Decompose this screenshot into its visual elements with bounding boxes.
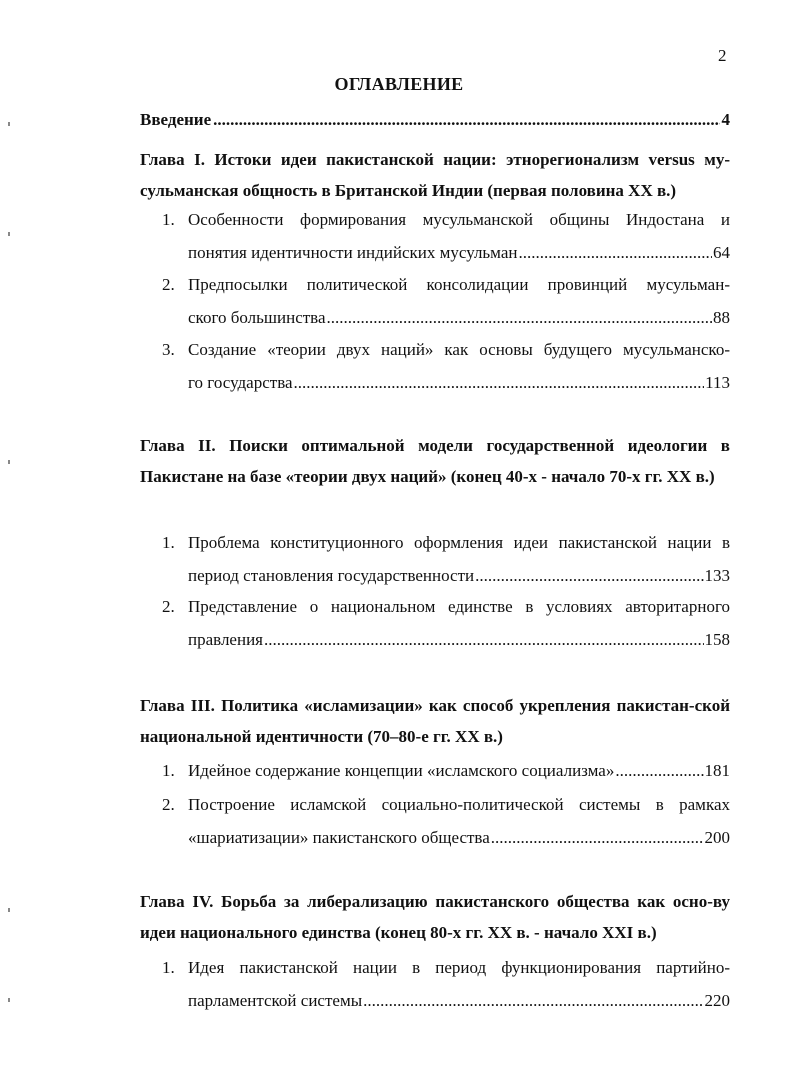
toc-entry-text: Создание «теории двух наций» как основы будущего мусульманско- — [188, 340, 730, 359]
chapter-heading-3: Глава III. Политика «исламизации» как способ укрепления пакистан-ской национальной идентичности (70–80-е гг. XX в.) — [140, 696, 730, 746]
toc-entry — [162, 203, 730, 269]
toc-entry — [162, 754, 730, 787]
toc-entry-page: 64 — [713, 243, 730, 262]
toc-entry-number: 3. — [162, 340, 175, 359]
page-number: 2 — [718, 46, 727, 65]
dot-leader — [294, 366, 705, 399]
toc-entry-page: 200 — [704, 828, 730, 847]
chapter-heading-2: Глава II. Поиски оптимальной модели государственной идеологии в Пакистане на базе «теории двух наций» (конец 40-х - начало 70-х гг. XX в.) — [140, 436, 730, 486]
toc-entry — [162, 788, 730, 854]
toc-entry — [162, 333, 730, 399]
toc-entry-page: 158 — [704, 630, 730, 649]
dot-leader — [475, 559, 703, 592]
toc-entry-number: 2. — [162, 795, 175, 814]
dot-leader — [213, 110, 719, 130]
toc-entry-text-continued: правления — [188, 630, 263, 649]
scan-mark — [8, 998, 10, 1002]
toc-entry-number: 2. — [162, 275, 175, 294]
scan-mark — [8, 460, 10, 464]
scan-mark — [8, 908, 10, 912]
toc-entry-page: 220 — [704, 991, 730, 1010]
toc-entry-text: Проблема конституционного оформления идеи пакистанской нации в — [188, 533, 730, 552]
toc-entry-number: 1. — [162, 761, 175, 780]
toc-entry-text: Особенности формирования мусульманской общины Индостана и — [188, 210, 730, 229]
toc-entry-introduction — [140, 110, 730, 130]
toc-entry-text: Идея пакистанской нации в период функционирования партийно- — [188, 958, 730, 977]
toc-entry-page: 4 — [721, 110, 730, 129]
toc-entry-text-continued: го государства — [188, 373, 293, 392]
toc-entry — [162, 951, 730, 1017]
toc-entry-text-continued: «шариатизации» пакистанского общества — [188, 828, 490, 847]
dot-leader — [518, 236, 712, 269]
toc-entry-text: Предпосылки политической консолидации провинций мусульман- — [188, 275, 730, 294]
chapter-heading-4: Глава IV. Борьба за либерализацию пакистанского общества как осно-ву идеи национального единства (конец 80-х гг. XX в. - начало XXI в.) — [140, 892, 730, 942]
dot-leader — [363, 984, 703, 1017]
toc-entry-page: 133 — [704, 566, 730, 585]
toc-entry-label: Введение — [140, 110, 212, 129]
toc-entry-text-continued: парламентской системы — [188, 991, 363, 1010]
toc-entry-number: 1. — [162, 210, 175, 229]
toc-entry-number: 1. — [162, 533, 175, 552]
toc-entry-page: 181 — [704, 761, 730, 780]
toc-entry-text-continued: период становления государственности — [188, 566, 475, 585]
toc-entry — [162, 268, 730, 334]
toc-entry — [162, 526, 730, 592]
dot-leader — [615, 754, 703, 787]
toc-entry-text: Идейное содержание концепции «исламского социализма» — [188, 761, 615, 780]
dot-leader — [264, 623, 704, 656]
toc-entry-text-continued: ского большинства — [188, 308, 326, 327]
chapter-heading-1: Глава I. Истоки идеи пакистанской нации: этнорегионализм versus му-сульманская общность в Британской Индии (первая половина XX в.) — [140, 150, 730, 200]
page-title: ОГЛАВЛЕНИЕ — [334, 74, 464, 94]
toc-entry-number: 1. — [162, 958, 175, 977]
toc-entry-number: 2. — [162, 597, 175, 616]
toc-entry-text: Представление о национальном единстве в условиях авторитарного — [188, 597, 730, 616]
toc-entry-text: Построение исламской социально-политической системы в рамках — [188, 795, 730, 814]
scan-mark — [8, 122, 10, 126]
scan-mark — [8, 232, 10, 236]
toc-entry-text-continued: понятия идентичности индийских мусульман — [188, 243, 518, 262]
toc-entry-page: 113 — [705, 373, 730, 392]
toc-entry — [162, 590, 730, 656]
dot-leader — [327, 301, 712, 334]
dot-leader — [491, 821, 704, 854]
toc-entry-page: 88 — [713, 308, 730, 327]
